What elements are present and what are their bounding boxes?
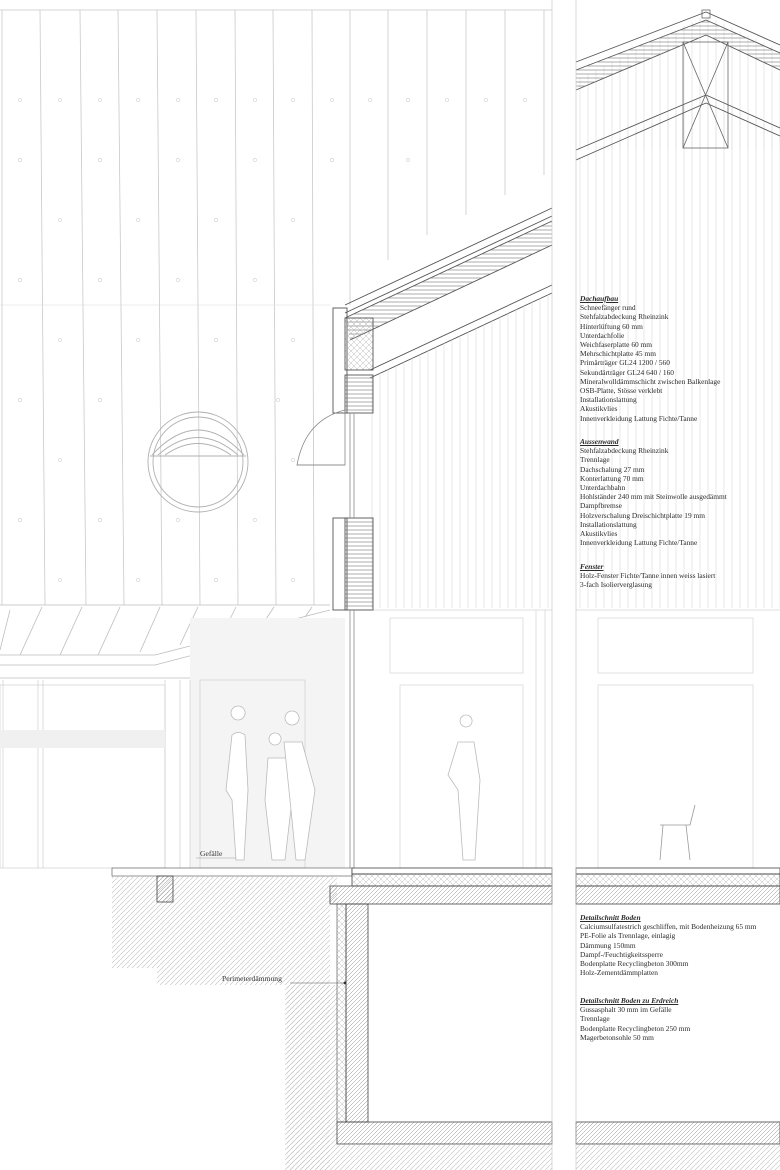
spec-roof bbox=[580, 294, 720, 423]
spec-line: Weichfaserplatte 60 mm bbox=[580, 340, 653, 350]
spec-line: Installationslattung bbox=[580, 395, 637, 405]
spec-line: Akustikvlies bbox=[580, 404, 618, 414]
gefaelle-label: Gefälle bbox=[200, 849, 223, 858]
spec-line: Dampfbremse bbox=[580, 501, 622, 511]
spec-line: Holz-Fenster Fichte/Tanne innen weiss lasiert bbox=[580, 571, 716, 581]
spec-floor bbox=[580, 913, 756, 977]
spec-line: Stehfalzabdeckung Rheinzink bbox=[580, 312, 669, 322]
round-dormer-window bbox=[148, 412, 248, 512]
spec-line: Hinterlüftung 60 mm bbox=[580, 321, 643, 331]
spec-title: Dachaufbau bbox=[580, 294, 619, 303]
spec-title: Detailschnitt Boden zu Erdreich bbox=[580, 996, 679, 1005]
chair bbox=[660, 805, 695, 860]
spec-line: Magerbetonsohle 50 mm bbox=[580, 1032, 654, 1042]
spec-line: Trennlage bbox=[580, 455, 610, 465]
spec-line: Sekundärträger GL24 640 / 160 bbox=[580, 367, 675, 377]
spec-line: Trennlage bbox=[580, 1014, 610, 1024]
spec-line: Holz-Zementdämmplatten bbox=[580, 968, 658, 978]
spec-line: Innenverkleidung Lattung Fichte/Tanne bbox=[580, 413, 698, 423]
spec-line: Stehfalzabdeckung Rheinzink bbox=[580, 446, 669, 456]
spec-line: Unterdachfolie bbox=[580, 330, 625, 340]
spec-line: Innenverkleidung Lattung Fichte/Tanne bbox=[580, 538, 698, 548]
spec-line: Gussasphalt 30 mm im Gefälle bbox=[580, 1005, 672, 1015]
spec-line: Holzverschalung Dreischichtplatte 19 mm bbox=[580, 510, 705, 520]
spec-line: Dachschalung 27 mm bbox=[580, 464, 645, 474]
spec-line: Dämmung 150mm bbox=[580, 940, 636, 950]
spec-line: Calciumsulfatestrich geschliffen, mit Bodenheizung 65 mm bbox=[580, 922, 757, 932]
spec-title: Aussenwand bbox=[580, 437, 619, 446]
spec-line: Schneefänger rund bbox=[580, 303, 636, 313]
spec-line: Bodenplatte Recyclingbeton 300mm bbox=[580, 959, 689, 969]
spec-line: Installationslattung bbox=[580, 519, 637, 529]
spec-line: Primärträger GL24 1200 / 560 bbox=[580, 358, 670, 368]
spec-wall bbox=[580, 437, 727, 547]
spec-floor-ground bbox=[580, 996, 690, 1042]
spec-line: Dampf-/Feuchtigkeitssperre bbox=[580, 949, 663, 959]
spec-line: Bodenplatte Recyclingbeton 250 mm bbox=[580, 1023, 691, 1033]
spec-title: Fenster bbox=[580, 562, 604, 571]
spec-window bbox=[580, 562, 715, 590]
interior-gable-cladding bbox=[370, 293, 552, 608]
spec-line: 3-fach Isolierverglasung bbox=[580, 580, 652, 590]
spec-line: Hohlständer 240 mm mit Steinwolle ausgedämmt bbox=[580, 492, 727, 502]
spec-line: Konterlattung 70 mm bbox=[580, 473, 644, 483]
spec-title: Detailschnitt Boden bbox=[580, 913, 641, 922]
perimeter-label: Perimeterdämmung bbox=[222, 974, 282, 983]
spec-line: OSB-Platte, Stösse verklebt bbox=[580, 386, 663, 396]
dormer-section bbox=[297, 410, 345, 465]
spec-line: Akustikvlies bbox=[580, 529, 618, 539]
spec-line: Unterdachbahn bbox=[580, 483, 626, 493]
spec-line: PE-Folie als Trennlage, einlagig bbox=[580, 931, 676, 941]
spec-line: Mehrschichtplatte 45 mm bbox=[580, 349, 656, 359]
spec-line: Mineralwolldämmschicht zwischen Balkenlage bbox=[580, 376, 721, 386]
